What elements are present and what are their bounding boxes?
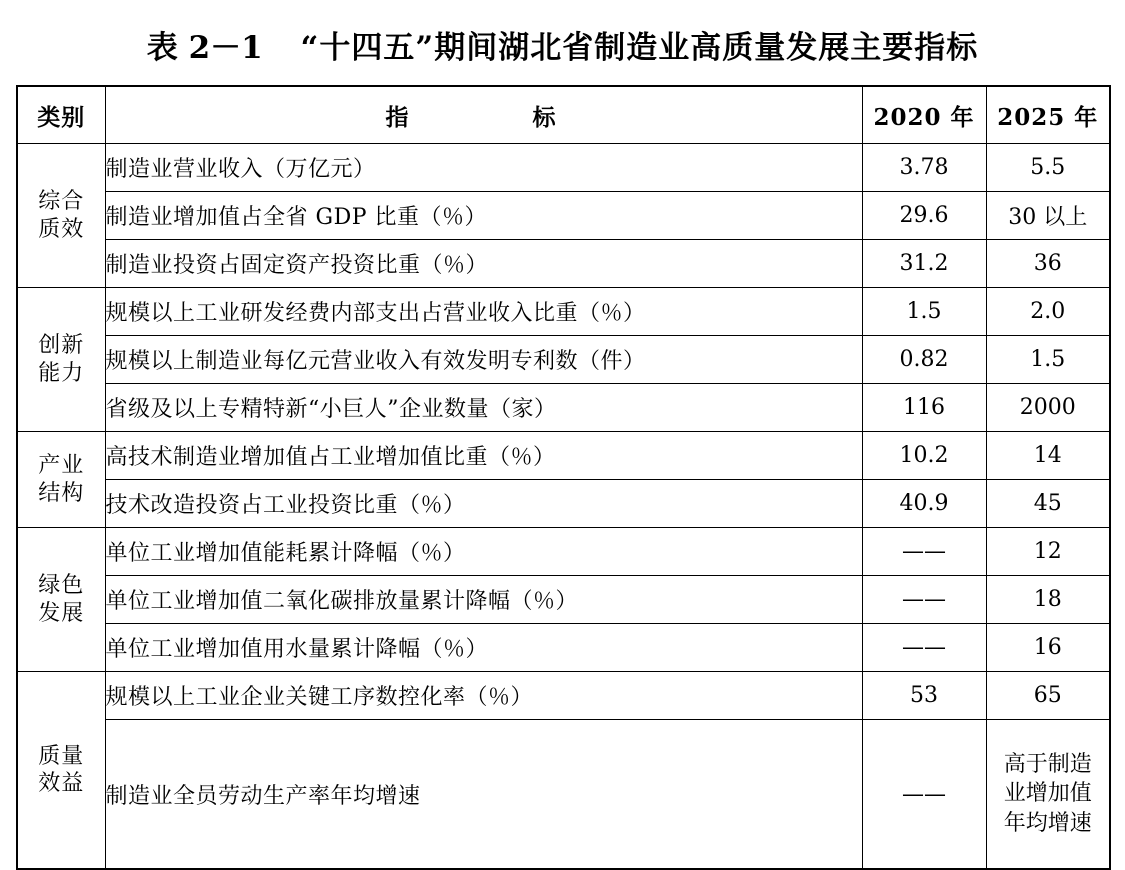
value-2020: 0.82: [862, 336, 986, 384]
value-2025: 18: [986, 576, 1110, 624]
indicator-cell: 制造业增加值占全省 GDP 比重（％）: [105, 192, 862, 240]
value-2020: 3.78: [862, 144, 986, 192]
table-row: [17, 336, 1110, 384]
table-row: [17, 528, 1110, 576]
value-2020: ——: [862, 720, 986, 870]
value-2025: 45: [986, 480, 1110, 528]
table-header-row: [17, 86, 1110, 144]
table-row: [17, 144, 1110, 192]
header-year-2025: 2025 年: [986, 86, 1110, 144]
table-row: [17, 240, 1110, 288]
table-row: [17, 480, 1110, 528]
category-cell-2: [17, 432, 105, 528]
header-indicator: 指 标: [105, 86, 862, 144]
indicator-cell: 规模以上工业企业关键工序数控化率（％）: [105, 672, 862, 720]
indicator-cell: 单位工业增加值能耗累计降幅（％）: [105, 528, 862, 576]
table-row: [17, 288, 1110, 336]
indicator-cell: 单位工业增加值用水量累计降幅（％）: [105, 624, 862, 672]
value-2025: 14: [986, 432, 1110, 480]
table-row: [17, 624, 1110, 672]
value-2020: ——: [862, 576, 986, 624]
category-label: 创新 能力: [38, 333, 85, 386]
indicator-cell: 单位工业增加值二氧化碳排放量累计降幅（％）: [105, 576, 862, 624]
value-2025: 1.5: [986, 336, 1110, 384]
category-label: 绿色 发展: [38, 573, 85, 626]
value-2020: 116: [862, 384, 986, 432]
indicator-cell: 制造业投资占固定资产投资比重（％）: [105, 240, 862, 288]
value-2025: 16: [986, 624, 1110, 672]
category-cell-3: [17, 528, 105, 672]
indicator-cell: 制造业全员劳动生产率年均增速: [105, 720, 862, 870]
category-cell-0: [17, 144, 105, 288]
value-2025: 30 以上: [986, 192, 1110, 240]
table-row: [17, 672, 1110, 720]
value-2020: 29.6: [862, 192, 986, 240]
indicator-table-wrapper: [16, 85, 1109, 870]
value-2020: ——: [862, 528, 986, 576]
value-2020: 1.5: [862, 288, 986, 336]
category-label: 综合 质效: [38, 189, 85, 242]
value-2025: 12: [986, 528, 1110, 576]
table-row: [17, 576, 1110, 624]
table-row: [17, 192, 1110, 240]
header-category: 类别: [17, 86, 105, 144]
table-row: [17, 384, 1110, 432]
category-label: 质量 效益: [38, 743, 85, 796]
category-cell-1: [17, 288, 105, 432]
page-title: [0, 0, 1125, 85]
value-2025-text: 高于制造 业增加值 年均增速: [1003, 752, 1092, 836]
indicator-cell: 技术改造投资占工业投资比重（％）: [105, 480, 862, 528]
indicator-cell: 规模以上制造业每亿元营业收入有效发明专利数（件）: [105, 336, 862, 384]
table-row: [17, 432, 1110, 480]
value-2020: 31.2: [862, 240, 986, 288]
value-2020: 40.9: [862, 480, 986, 528]
value-2025: 65: [986, 672, 1110, 720]
value-2025: 2.0: [986, 288, 1110, 336]
table-body: [17, 144, 1110, 870]
category-label: 产业 结构: [38, 453, 85, 506]
value-2020: ——: [862, 624, 986, 672]
category-cell-4: [17, 672, 105, 870]
value-2020: 10.2: [862, 432, 986, 480]
indicator-cell: 规模以上工业研发经费内部支出占营业收入比重（％）: [105, 288, 862, 336]
indicator-cell: 高技术制造业增加值占工业增加值比重（％）: [105, 432, 862, 480]
indicator-cell: 省级及以上专精特新“小巨人”企业数量（家）: [105, 384, 862, 432]
value-2025: 36: [986, 240, 1110, 288]
indicator-table: [16, 85, 1111, 870]
title-number: 表 2－1: [146, 30, 263, 66]
indicator-cell: 制造业营业收入（万亿元）: [105, 144, 862, 192]
header-year-2020: 2020 年: [862, 86, 986, 144]
value-2020: 53: [862, 672, 986, 720]
value-2025: 2000: [986, 384, 1110, 432]
value-2025: 5.5: [986, 144, 1110, 192]
title-text: “十四五”期间湖北省制造业高质量发展主要指标: [300, 30, 979, 66]
